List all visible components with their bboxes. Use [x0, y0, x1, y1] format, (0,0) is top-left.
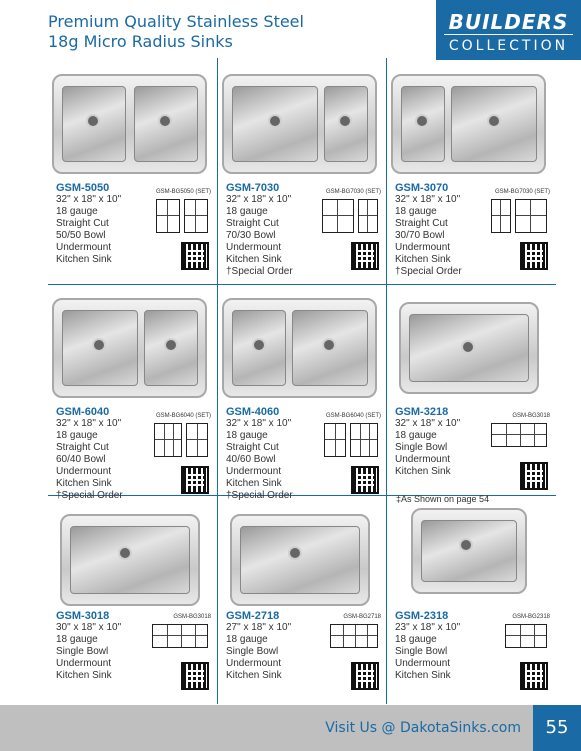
product-feature: Straight Cut: [226, 442, 279, 453]
product-feature: Kitchen Sink: [226, 670, 282, 681]
product-feature: Single Bowl: [395, 646, 448, 657]
bottom-grid-icon: [152, 624, 208, 648]
product-model: GSM-6040: [56, 406, 110, 418]
product-dimensions: 32" x 18" x 10": [56, 418, 122, 429]
sink-image: [52, 74, 207, 174]
product-dimensions: 23" x 18" x 10": [395, 622, 461, 633]
product-card[interactable]: [218, 290, 387, 505]
qr-code-icon[interactable]: [181, 242, 209, 270]
grid-divider-horizontal: [48, 284, 556, 285]
bottom-grid-icon: [515, 199, 547, 233]
bottom-grid-label: GSM-BG6040 (SET): [325, 413, 381, 419]
bottom-grid-label: GSM-BG2318: [512, 614, 550, 620]
sink-image: [222, 74, 377, 174]
qr-code-icon[interactable]: [520, 662, 548, 690]
logo-top-text: BUILDERS: [448, 10, 569, 34]
product-dimensions: 32" x 18" x 10": [226, 418, 292, 429]
sink-image: [222, 298, 377, 398]
product-gauge: 18 gauge: [226, 430, 268, 441]
product-feature: Kitchen Sink: [56, 254, 112, 265]
product-feature: Kitchen Sink: [226, 478, 282, 489]
bottom-grid-label: GSM-BG5050 (SET): [155, 189, 211, 195]
product-gauge: 18 gauge: [226, 206, 268, 217]
product-card[interactable]: [218, 502, 387, 717]
website-link[interactable]: Visit Us @ DakotaSinks.com: [325, 720, 521, 736]
product-model: GSM-3218: [395, 406, 449, 418]
product-feature: Undermount: [395, 454, 451, 465]
logo-divider: [444, 34, 573, 35]
bottom-grid-icon: [350, 423, 378, 457]
product-note: †Special Order: [395, 266, 462, 277]
product-feature: Straight Cut: [395, 218, 448, 229]
product-model: GSM-7030: [226, 182, 280, 194]
product-feature: Kitchen Sink: [56, 478, 112, 489]
product-feature: 30/70 Bowl: [395, 230, 445, 241]
qr-code-icon[interactable]: [351, 242, 379, 270]
builders-collection-logo: [436, 0, 581, 60]
bottom-grid-label: GSM-BG3018: [173, 614, 211, 620]
product-gauge: 18 gauge: [395, 206, 437, 217]
product-feature: Single Bowl: [56, 646, 109, 657]
product-dimensions: 32" x 18" x 10": [395, 194, 461, 205]
product-feature: Straight Cut: [226, 218, 279, 229]
bottom-grid-icon: [358, 199, 378, 233]
product-gauge: 18 gauge: [395, 634, 437, 645]
product-feature: Single Bowl: [226, 646, 279, 657]
product-card[interactable]: [48, 66, 217, 281]
bottom-grid-icon: [154, 423, 182, 457]
product-note: †Special Order: [56, 490, 123, 501]
bottom-grid-icon: [186, 423, 208, 457]
product-feature: Undermount: [226, 466, 282, 477]
bottom-grid-label: GSM-BG3018: [512, 413, 550, 419]
product-model: GSM-5050: [56, 182, 110, 194]
product-card[interactable]: [218, 66, 387, 281]
page-title-line2: 18g Micro Radius Sinks: [48, 32, 233, 51]
product-feature: Kitchen Sink: [226, 254, 282, 265]
bottom-grid-icon: [491, 199, 511, 233]
product-model: GSM-3070: [395, 182, 449, 194]
product-feature: Undermount: [56, 466, 112, 477]
qr-code-icon[interactable]: [351, 466, 379, 494]
sink-image: [230, 514, 370, 606]
product-gauge: 18 gauge: [56, 206, 98, 217]
product-model: GSM-2718: [226, 610, 280, 622]
product-card[interactable]: [387, 66, 556, 281]
product-card[interactable]: [48, 290, 217, 505]
product-feature: 40/60 Bowl: [226, 454, 276, 465]
page-number: 55: [533, 705, 581, 751]
product-model: GSM-4060: [226, 406, 280, 418]
sink-image: [411, 508, 527, 594]
product-feature: Kitchen Sink: [395, 670, 451, 681]
product-model: GSM-3018: [56, 610, 110, 622]
sink-image: [399, 302, 539, 394]
product-dimensions: 32" x 18" x 10": [226, 194, 292, 205]
product-grid: [48, 58, 556, 704]
product-feature: Undermount: [226, 242, 282, 253]
bottom-grid-icon: [491, 423, 547, 447]
product-feature: 60/40 Bowl: [56, 454, 106, 465]
product-dimensions: 32" x 18" x 10": [56, 194, 122, 205]
product-feature: Straight Cut: [56, 442, 109, 453]
product-model: GSM-2318: [395, 610, 449, 622]
qr-code-icon[interactable]: [181, 662, 209, 690]
bottom-grid-icon: [322, 199, 354, 233]
product-card[interactable]: [387, 502, 556, 717]
logo-bottom-text: COLLECTION: [448, 38, 569, 54]
product-gauge: 18 gauge: [226, 634, 268, 645]
page-header: [0, 0, 581, 64]
qr-code-icon[interactable]: [520, 242, 548, 270]
bottom-grid-icon: [156, 199, 180, 233]
product-feature: Kitchen Sink: [56, 670, 112, 681]
bottom-grid-label: GSM-BG6040 (SET): [155, 413, 211, 419]
product-feature: Undermount: [226, 658, 282, 669]
product-feature: Undermount: [395, 242, 451, 253]
product-dimensions: 30" x 18" x 10": [56, 622, 122, 633]
qr-code-icon[interactable]: [520, 462, 548, 490]
as-shown-note: ‡As Shown on page 54: [396, 494, 490, 504]
bottom-grid-icon: [330, 624, 378, 648]
product-feature: Undermount: [56, 658, 112, 669]
qr-code-icon[interactable]: [181, 466, 209, 494]
product-gauge: 18 gauge: [395, 430, 437, 441]
product-dimensions: 32" x 18" x 10": [395, 418, 461, 429]
bottom-grid-label: GSM-BG7030 (SET): [494, 189, 550, 195]
product-feature: Kitchen Sink: [395, 466, 451, 477]
product-feature: 70/30 Bowl: [226, 230, 276, 241]
bottom-grid-label: GSM-BG2718: [343, 614, 381, 620]
qr-code-icon[interactable]: [351, 662, 379, 690]
product-feature: 50/50 Bowl: [56, 230, 106, 241]
bottom-grid-icon: [505, 624, 547, 648]
product-feature: Kitchen Sink: [395, 254, 451, 265]
sink-image: [52, 298, 207, 398]
product-dimensions: 27" x 18" x 10": [226, 622, 292, 633]
product-note: †Special Order: [226, 266, 293, 277]
page-footer: [0, 705, 581, 751]
sink-image: [391, 74, 546, 174]
product-feature: Single Bowl: [395, 442, 448, 453]
bottom-grid-icon: [184, 199, 208, 233]
product-card[interactable]: [387, 290, 556, 505]
product-note: †Special Order: [226, 490, 293, 501]
page-title-line1: Premium Quality Stainless Steel: [48, 12, 304, 31]
bottom-grid-icon: [324, 423, 346, 457]
product-feature: Undermount: [56, 242, 112, 253]
product-feature: Undermount: [395, 658, 451, 669]
product-gauge: 18 gauge: [56, 430, 98, 441]
bottom-grid-label: GSM-BG7030 (SET): [325, 189, 381, 195]
product-gauge: 18 gauge: [56, 634, 98, 645]
product-card[interactable]: [48, 502, 217, 717]
product-feature: Straight Cut: [56, 218, 109, 229]
sink-image: [60, 514, 200, 606]
